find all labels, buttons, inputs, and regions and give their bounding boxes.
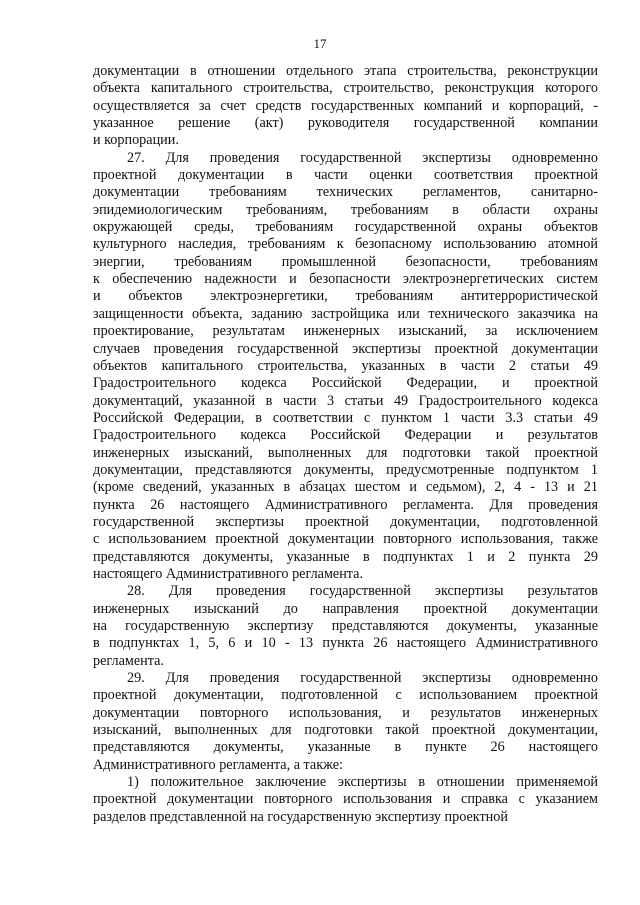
text-line: Градостроительного кодекса Российской Федерации, и проектной (93, 375, 598, 392)
text-line: документаций, указанной в части 3 статьи 49 Градостроительного кодекса (93, 392, 598, 409)
text-line: Российской Федерации, в соответствии с пунктом 1 части 3.3 статьи 49 (93, 409, 598, 426)
text-line: документации требованиям технических регламентов, санитарно- (93, 184, 598, 201)
text-line: 27. Для проведения государственной экспертизы одновременно (127, 149, 598, 166)
text-line: объектов капитального строительства, указанных в части 2 статьи 49 (93, 357, 598, 374)
text-line: объекта капитального строительства, строительство, реконструкция которого (93, 80, 598, 97)
text-line: пункта 26 настоящего Административного регламента. Для проведения (93, 496, 598, 513)
text-line: на государственную экспертизу представляются документы, указанные (93, 618, 598, 634)
text-line: государственной экспертизы проектной документации, подготовленной (93, 513, 598, 530)
paragraph-p29-1 (93, 774, 598, 826)
text-line: энергии, требованиям промышленной безопасности, требованиям (93, 253, 598, 270)
text-line: документации, представляются документы, предусмотренные подпунктом 1 (93, 461, 598, 478)
text-line: Административного регламента, а также: (93, 756, 343, 773)
text-line: документации повторного использования, и результатов инженерных (93, 704, 598, 721)
text-line: разделов представленной на государственную экспертизу проектной (93, 808, 508, 825)
text-line: осуществляется за счет средств государственных компаний и корпораций, - (93, 97, 598, 114)
text-line: и объектов электроэнергетики, требованиям антитеррористической (93, 288, 598, 305)
text-line: и корпорации. (93, 132, 179, 149)
paragraph-p27 (93, 150, 598, 584)
text-line: настоящего Административного регламента. (93, 565, 364, 582)
text-line: (кроме сведений, указанных в абзацах шестом и седьмом), 2, 4 - 13 и 21 (93, 479, 598, 496)
document-body (93, 63, 598, 826)
text-line: инженерных изысканий до направления проектной документации (93, 600, 598, 617)
text-line: в подпунктах 1, 5, 6 и 10 - 13 пункта 26 настоящего Административного (93, 635, 598, 652)
text-line: документации в отношении отдельного этапа строительства, реконструкции (93, 63, 598, 79)
paragraph-p29 (93, 670, 598, 774)
text-line: изысканий, выполненных для подготовки такой проектной документации, (93, 722, 598, 739)
text-line: эпидемиологическим требованиям, требованиям в области охраны (93, 201, 598, 218)
text-line: Градостроительного кодекса Российской Федерации и результатов (93, 427, 598, 444)
text-line: регламента. (93, 652, 164, 669)
text-line: 1) положительное заключение экспертизы в отношении применяемой (127, 774, 598, 791)
text-line: представляются документы, указанные в подпунктах 1 и 2 пункта 29 (93, 548, 598, 565)
text-line: представляются документы, указанные в пункте 26 настоящего (93, 739, 598, 756)
text-line: указанное решение (акт) руководителя государственной компании (93, 115, 598, 132)
text-line: проектной документации, подготовленной с использованием проектной (93, 687, 598, 704)
paragraph-p0 (93, 63, 598, 150)
text-line: окружающей среды, требованиям государственной охраны объектов (93, 219, 598, 236)
text-line: инженерных изысканий, выполненных для подготовки такой проектной (93, 444, 598, 461)
paragraph-p28 (93, 583, 598, 670)
text-line: к обеспечению надежности и безопасности электроэнергетических систем (93, 271, 598, 288)
text-line: случаев проведения государственной экспертизы проектной документации (93, 340, 598, 357)
text-line: проектной документации в части оценки соответствия проектной (93, 167, 598, 184)
text-line: с использованием проектной документации повторного использования, также (93, 531, 598, 548)
text-line: 28. Для проведения государственной экспертизы результатов (127, 583, 598, 600)
text-line: культурного наследия, требованиям к безопасному использованию атомной (93, 236, 598, 253)
text-line: проектирование, результатам инженерных изысканий, за исключением (93, 323, 598, 340)
text-line: 29. Для проведения государственной экспертизы одновременно (127, 670, 598, 687)
text-line: защищенности объекта, заданию застройщика или технического заказчика на (93, 305, 598, 322)
page-number: 17 (313, 36, 327, 51)
text-line: проектной документации повторного использования и справка с указанием (93, 791, 598, 808)
